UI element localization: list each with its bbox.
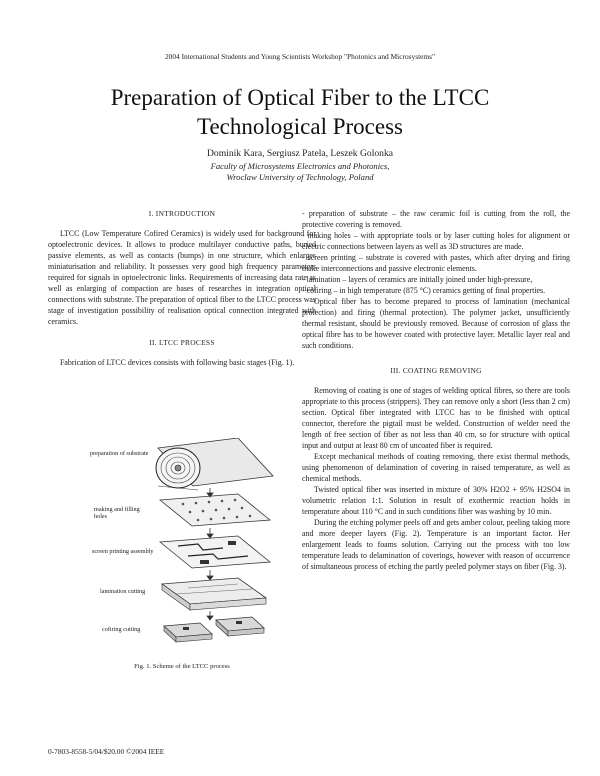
label-cofiring: cofiring cutting [102, 626, 141, 633]
right-column [302, 208, 570, 572]
figure-1 [88, 438, 288, 658]
figure-1-caption: Fig. 1. Scheme of the LTCC process [134, 663, 230, 670]
process-step-5: - cofiring – in high temperature (875 °C) ceramics getting of final properties. [302, 286, 546, 295]
process-step-3: - screen printing – substrate is covered with pastes, which after drying and firing make interconnections and passive electronic elements. [302, 253, 570, 273]
affiliation-line-1: Faculty of Microsystems Electronics and Photonics, [210, 161, 390, 171]
laminated-stack-illustration [162, 578, 266, 610]
coating-paragraph-1: Removing of coating is one of stages of welding optical fibres, so there are tools appropriate to this process (strippers). They can remove only a short (less than 2 cm) section. Optical fiber integrated with LTCC has to be finished with optical connector, therefore the pigtail must be welded. Construction of welder need the length of free section of fiber as not less than 40 cm, so for structure with optical input and output at least 80 cm of uncoated fiber is required. [302, 386, 570, 450]
section-heading-introduction: I. INTRODUCTION [148, 209, 216, 218]
fired-parts-illustration [164, 617, 264, 642]
ceramic-roll-illustration [156, 438, 273, 490]
printed-sheet-illustration [160, 536, 270, 568]
title-line-2: Technological Process [197, 114, 403, 139]
process-step-1: - preparation of substrate – the raw ceramic foil is cutting from the roll, the protective covering is removed. [302, 209, 570, 229]
affiliation-line-2: Wroclaw University of Technology, Poland [226, 172, 374, 182]
label-lamination: lamination cutting [100, 588, 146, 595]
label-making-holes: making and filling holes [94, 506, 140, 520]
coating-paragraph-4: During the etching polymer peels off and gets amber colour, peeling taking more and more deeper layers (Fig. 2). Temperature is an important factor. Her enlargement leads to foams solution. Carrying out the process with too low temperature leads to delamination of coverings, however with reason of occurrence of simultaneous process of etching the partly peeled polymer stays on fiber (Fig. 3). [302, 518, 570, 571]
paper-title [60, 83, 540, 141]
punched-sheet-illustration [160, 494, 270, 526]
copyright-footer: 0-7803-8558-5/04/$20.00 ©2004 IEEE [48, 747, 165, 756]
ltcc-intro-paragraph: Fabrication of LTCC devices consists with following basic stages (Fig. 1). [60, 358, 295, 367]
title-line-1: Preparation of Optical Fiber to the LTCC [110, 85, 490, 110]
left-column [48, 208, 316, 368]
label-preparation-of-substrate: preparation of substrate [90, 450, 149, 457]
section-heading-coating-removing: III. COATING REMOVING [390, 366, 482, 375]
section-heading-ltcc-process: II. LTCC PROCESS [149, 338, 215, 347]
fiber-preparation-paragraph: Optical fiber has to become prepared to process of lamination (mechanical protection) and firing (thermal protection). The polymer jacket, unsufficiently thermal resistant, should be previously removed. Because of corrosion of glass the optical fibre has to be however coated with protective layer. Metallic layer real and such conditions. [302, 297, 570, 350]
label-screen-printing: screen printing assembly [92, 548, 154, 555]
intro-paragraph: LTCC (Low Temperature Cofired Ceramics) is widely used for background for optoelectronic devices. It allows to produce multilayer conductive paths, buried passive elements, as well as contacts (bumps) in one structure, which enlarges miniaturisation and reliability. It possesses very good high frequency parameters required for signals in optoelectronic links. Requirements of increasing data rate as well as enlarging of compaction are bases of researches in integration optical connections with substrate. The preparation of optical fiber to the LTCC process was stage of investigation possibility of realisation optical connection integrated with ceramics. [48, 229, 316, 326]
conference-header: 2004 International Students and Young Scientists Workshop "Photonics and Microsystems" [164, 52, 436, 61]
authors: Dominik Kara, Sergiusz Patela, Leszek Golonka [206, 148, 394, 159]
process-step-4: - lamination – layers of ceramics are initially joined under high-pressure, [302, 275, 533, 284]
process-step-2: - making holes – with appropriate tools or by laser cutting holes for alignment or electric connections between layers as well as 3D structures are made. [302, 231, 570, 251]
coating-paragraph-2: Except mechanical methods of coating removing, there exist thermal methods, using phenomenon of delamination of covering in raised temperature, as well as chemical methods. [302, 452, 570, 483]
coating-paragraph-3: Twisted optical fiber was inserted in mixture of 30% H2O2 + 95% H2SO4 in volumetric relation 1:1. Solution in result of exothermic reaction holds in temperature about 110 °C and in such conditions fiber was washing by 10 min. [302, 485, 570, 516]
